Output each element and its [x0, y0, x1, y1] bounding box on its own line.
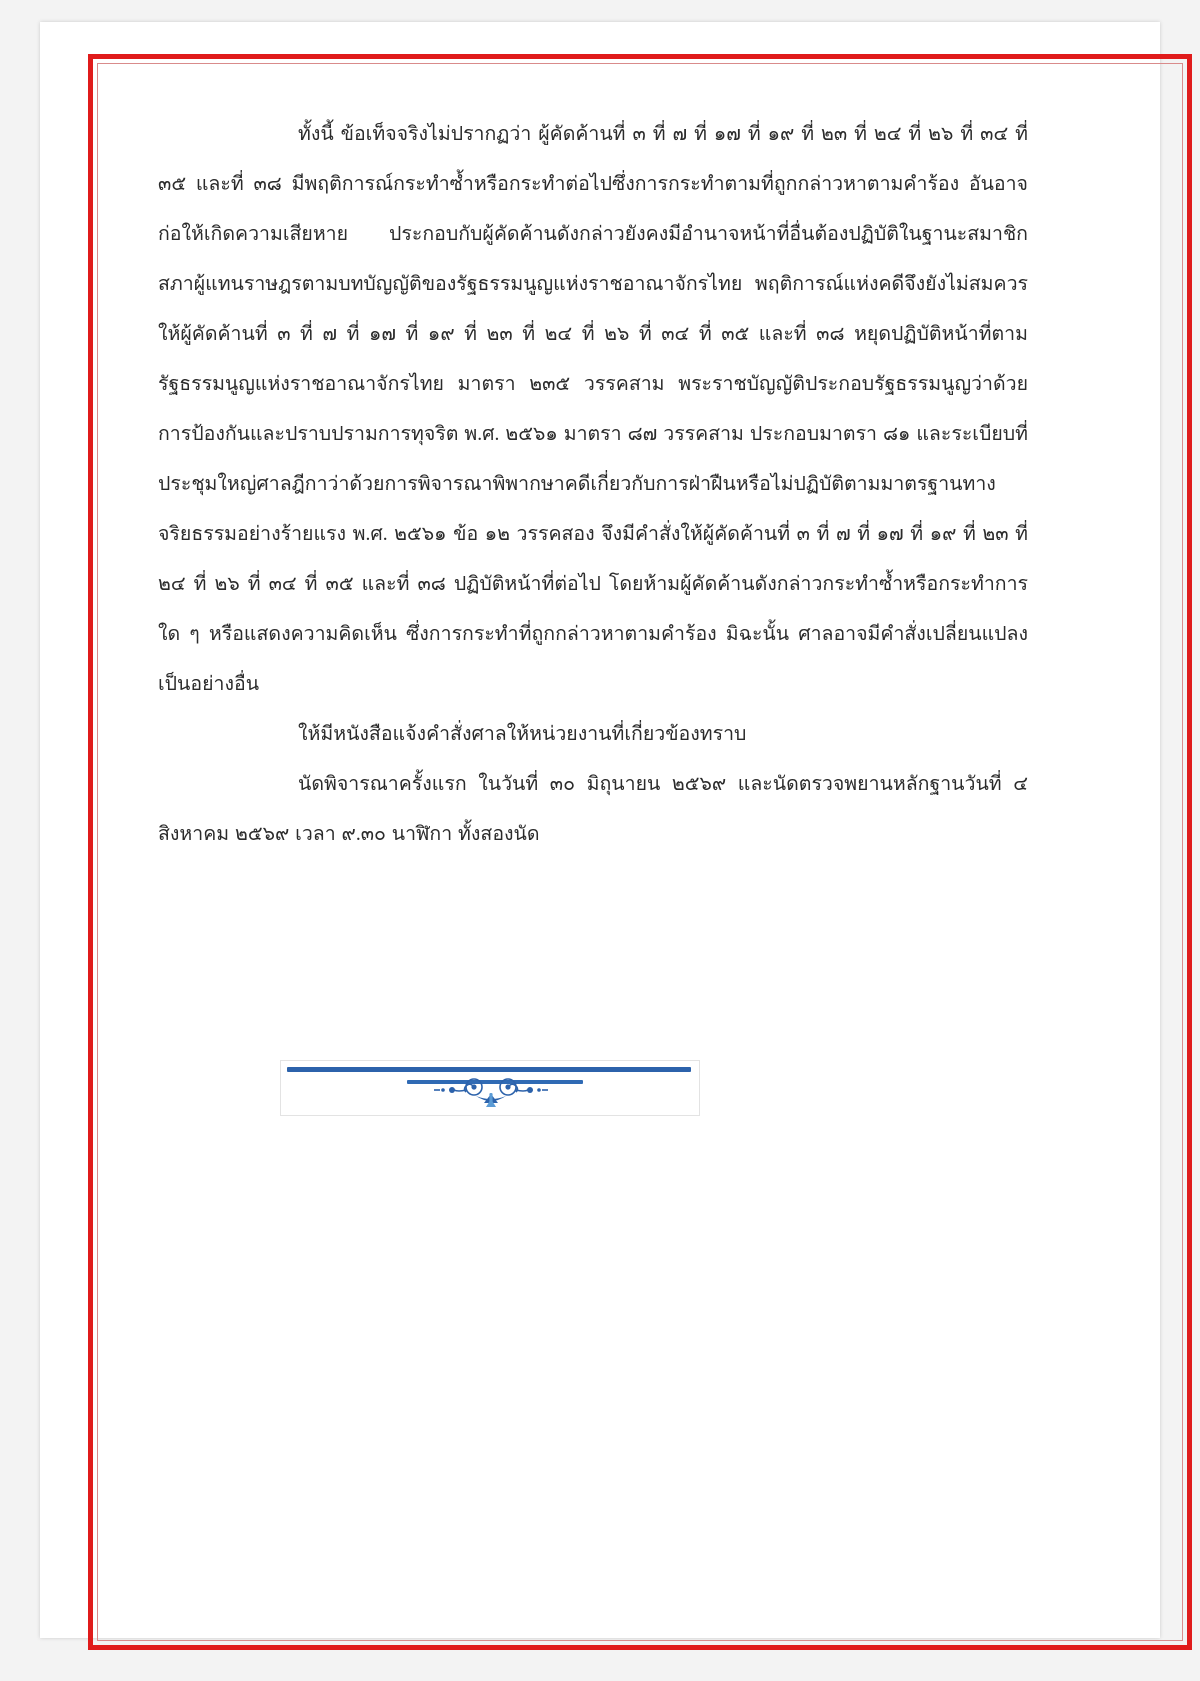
paragraph-main-ruling: ทั้งนี้ ข้อเท็จจริงไม่ปรากฏว่า ผู้คัดค้านที่ ๓ ที่ ๗ ที่ ๑๗ ที่ ๑๙ ที่ ๒๓ ที่ ๒๔ ที่ ๒๖ ที่ ๓๔ ที่ ๓๕ และที่ ๓๘ มีพฤติการณ์กระทำซ้ำหรือกระทำต่อไปซึ่งการกระทำตามที่ถูกกล่าวหาตามคำร้อง อันอาจก่อให้เกิดความเสียหาย ประกอบกับผู้คัดค้านดังกล่าวยังคงมีอำนาจหน้าที่อื่นต้องปฏิบัติในฐานะสมาชิกสภาผู้แทนราษฎรตามบทบัญญัติของรัฐธรรมนูญแห่งราชอาณาจักรไทย พฤติการณ์แห่งคดีจึงยังไม่สมควรให้ผู้คัดค้านที่ ๓ ที่ ๗ ที่ ๑๗ ที่ ๑๙ ที่ ๒๓ ที่ ๒๔ ที่ ๒๖ ที่ ๓๔ ที่ ๓๕ และที่ ๓๘ หยุดปฏิบัติหน้าที่ตามรัฐธรรมนูญแห่งราชอาณาจักรไทย มาตรา ๒๓๕ วรรคสาม พระราชบัญญัติประกอบรัฐธรรมนูญว่าด้วยการป้องกันและปราบปรามการทุจริต พ.ศ. ๒๕๖๑ มาตรา ๘๗ วรรคสาม ประกอบมาตรา ๘๑ และระเบียบที่ประชุมใหญ่ศาลฎีกาว่าด้วยการพิจารณาพิพากษาคดีเกี่ยวกับการฝ่าฝืนหรือไม่ปฏิบัติตามมาตรฐานทางจริยธรรมอย่างร้ายแรง พ.ศ. ๒๕๖๑ ข้อ ๑๒ วรรคสอง จึงมีคำสั่งให้ผู้คัดค้านที่ ๓ ที่ ๗ ที่ ๑๗ ที่ ๑๙ ที่ ๒๓ ที่ ๒๔ ที่ ๒๖ ที่ ๓๔ ที่ ๓๕ และที่ ๓๘ ปฏิบัติหน้าที่ต่อไป โดยห้ามผู้คัดค้านดังกล่าวกระทำซ้ำหรือกระทำการใด ๆ หรือแสดงความคิดเห็น ซึ่งการกระทำที่ถูกกล่าวหาตามคำร้อง มิฉะนั้น ศาลอาจมีคำสั่งเปลี่ยนแปลงเป็นอย่างอื่น [158, 124, 1028, 695]
decorative-divider [280, 1060, 700, 1116]
divider-rule-top [287, 1067, 691, 1072]
document-sheet [40, 22, 1160, 1638]
paragraph-hearing-schedule: นัดพิจารณาครั้งแรก ในวันที่ ๓๐ มิถุนายน ๒๕๖๙ และนัดตรวจพยานหลักฐานวันที่ ๔ สิงหาคม ๒๕๖๙ เวลา ๙.๓๐ นาฬิกา ทั้งสองนัด [158, 774, 1028, 845]
document-text-body [158, 110, 1028, 1590]
paragraph-notice-order: ให้มีหนังสือแจ้งคำสั่งศาลให้หน่วยงานที่เกี่ยวข้องทราบ [298, 724, 747, 745]
scroll-ornament-icon [281, 1077, 701, 1109]
